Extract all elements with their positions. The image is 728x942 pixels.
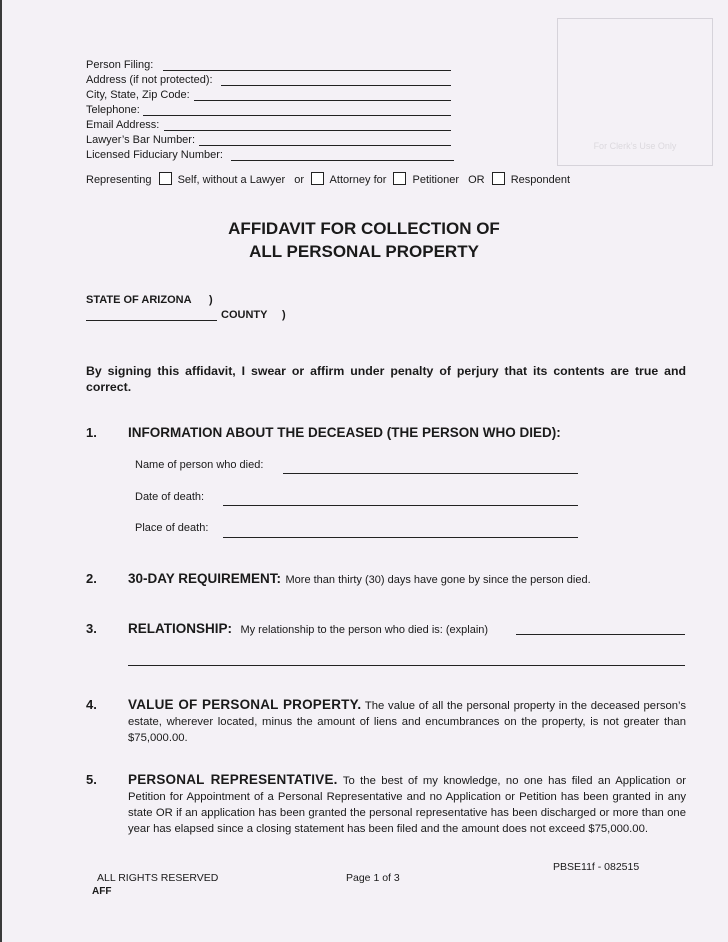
respondent-checkbox[interactable] [492,172,505,185]
field-label-name-of-deceased: Name of person who died: [135,459,264,471]
section-5-number: 5. [86,772,97,787]
respondent-label: Respondent [510,174,571,186]
form-code: PBSE11f - 082515 [553,861,640,873]
section-5-heading: PERSONAL REPRESENTATIVE. [128,772,338,787]
section-4-heading: VALUE OF PERSONAL PROPERTY. [128,697,362,712]
field-line-fiduciary[interactable] [231,160,454,161]
relationship-line-2[interactable] [128,665,685,666]
venue-state: STATE OF ARIZONA [86,294,192,306]
section-5 [128,772,686,837]
venue-paren-2: ) [282,309,286,321]
section-4-text: The value of all the personal property in the deceased person’s estate, wherever located, minus the amount of liens and encumbrances on the property, is not greater than $75,000.00. [128,700,686,744]
field-label-person-filing: Person Filing: [86,59,154,71]
field-label-bar-number: Lawyer’s Bar Number: [86,134,196,146]
field-line-person-filing[interactable] [163,70,451,71]
section-5-text: To the best of my knowledge, no one has filed an Application or Petition for Appointment of a Personal Representative and no Application or Petition has been granted in any state OR if an application has been granted the personal representative has been discharged or more than one year has elapsed since a closing statement has been filed and the amount does not exceed $75,000.00. [128,775,686,835]
field-label-place-of-death: Place of death: [135,522,209,534]
section-2-text: More than thirty (30) days have gone by since the person died. [285,574,591,586]
field-label-fiduciary: Licensed Fiduciary Number: [86,149,223,161]
page-number: Page 1 of 3 [346,872,400,884]
attorney-label: Attorney for [329,174,387,186]
section-2 [128,570,591,588]
representing-row [86,172,570,186]
field-line-city[interactable] [194,100,451,101]
form-abbreviation: AFF [92,886,112,897]
self-label: Self, without a Lawyer [177,174,286,186]
or-label-2: OR [468,174,485,186]
county-line[interactable] [86,320,217,321]
rights-reserved: ALL RIGHTS RESERVED [97,872,219,884]
clerk-use-label: For Clerk’s Use Only [593,141,677,151]
section-1-heading: INFORMATION ABOUT THE DECEASED (THE PERSON WHO DIED): [128,425,561,440]
field-line-bar-number[interactable] [199,145,451,146]
oath-statement: By signing this affidavit, I swear or affirm under penalty of perjury that its contents are true and correct. [86,364,686,394]
field-line-date-of-death[interactable] [223,505,578,506]
field-line-place-of-death[interactable] [223,537,578,538]
field-label-date-of-death: Date of death: [135,491,205,503]
field-label-city: City, State, Zip Code: [86,89,190,101]
self-checkbox[interactable] [159,172,172,185]
petitioner-checkbox[interactable] [393,172,406,185]
document-title-line1: AFFIDAVIT FOR COLLECTION OF [228,219,500,238]
field-line-email[interactable] [164,130,451,131]
section-4 [128,697,686,746]
representing-label: Representing [86,174,152,186]
field-line-telephone[interactable] [143,115,451,116]
venue-paren-1: ) [209,294,213,306]
field-label-email: Email Address: [86,119,160,131]
section-4-number: 4. [86,697,97,712]
field-label-address: Address (if not protected): [86,74,213,86]
field-label-telephone: Telephone: [86,104,140,116]
section-3-heading: RELATIONSHIP: [128,621,232,636]
clerk-use-box [557,18,713,166]
section-2-heading: 30-DAY REQUIREMENT: [128,571,282,586]
page-border [0,0,2,942]
section-1-number: 1. [86,425,97,440]
field-line-name-of-deceased[interactable] [283,473,578,474]
section-2-number: 2. [86,571,97,586]
section-3 [128,620,488,638]
or-label-1: or [294,174,305,186]
relationship-line-1[interactable] [516,634,685,635]
attorney-checkbox[interactable] [311,172,324,185]
petitioner-label: Petitioner [412,174,460,186]
venue-county: COUNTY [221,309,268,321]
field-line-address[interactable] [221,85,451,86]
section-3-text: My relationship to the person who died is: (explain) [240,624,489,636]
section-3-number: 3. [86,621,97,636]
document-title-line2: ALL PERSONAL PROPERTY [249,242,479,261]
